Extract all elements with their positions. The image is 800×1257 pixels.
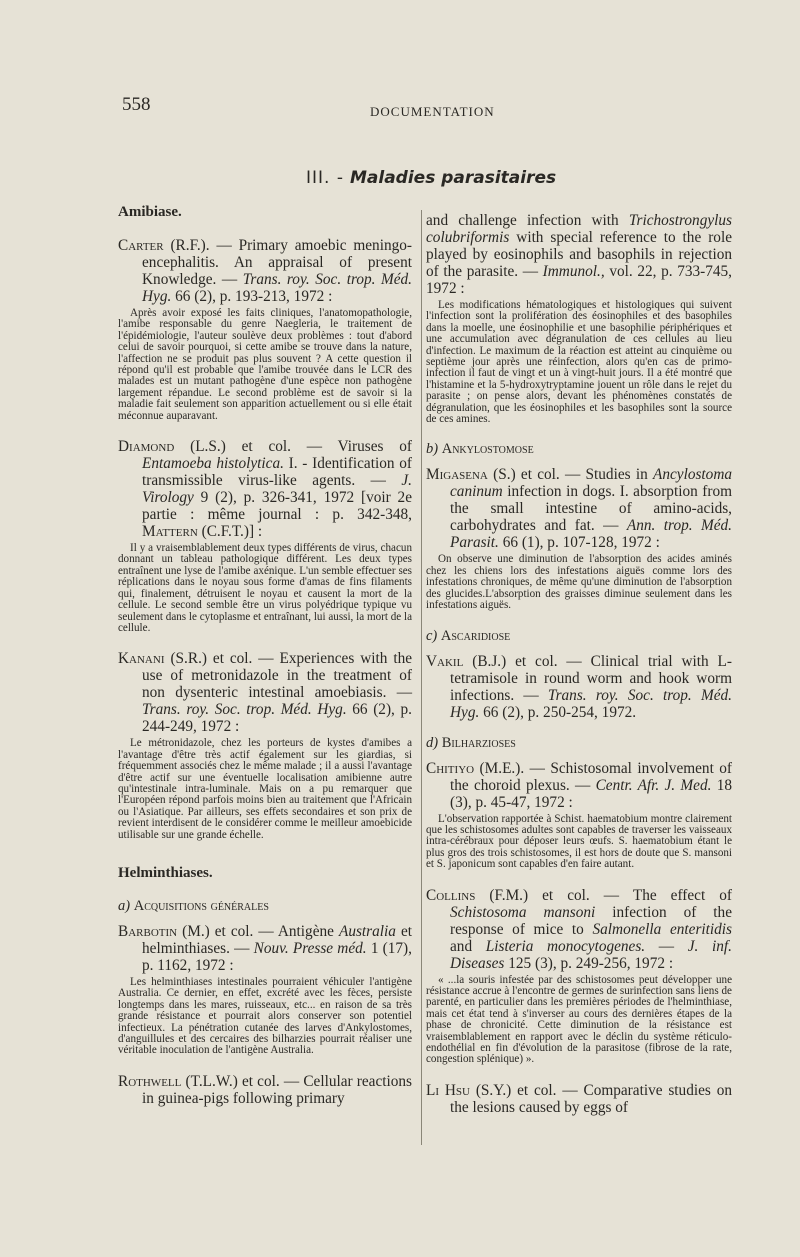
- vakil-reference: Vakil (B.J.) et col. — Clinical trial with L-tetramisole in round worm and hook worm infections. — Trans. roy. Soc. trop. Méd. Hyg. 66 (2), p. 250-254, 1972.: [426, 652, 732, 721]
- chitiyo-reference: Chitiyo (M.E.). — Schistosomal involvement of the choroid plexus. — Centr. Afr. J. Med. 18 (3), p. 45-47, 1972 :: [426, 759, 733, 811]
- carter-author: Carter: [118, 237, 164, 254]
- lihsu-reference: Li Hsu (S.Y.) et col. — Comparative studies on the lesions caused by eggs of: [426, 1081, 732, 1116]
- lihsu-author: Li Hsu: [426, 1081, 470, 1099]
- amibiase-heading: Amibiase.: [118, 204, 182, 220]
- section-title-text: Maladies parasitaires: [349, 168, 557, 188]
- carter-reference: Carter (R.F.). — Primary amoebic meningo-encephalitis. An appraisal of present Knowledge. — Trans. roy. Soc. trop. Méd. Hyg. 66 (2), p. 193-213, 1972 :: [118, 237, 412, 305]
- barbotin-abstract: Les helminthiases intestinales pourraient véhiculer l'antigène Australia. Ce dernier, en effet, excrété avec les fèces, persiste longtemps dans les mares, ruisseaux, etc... en raison de sa très grande résistance et pourrait alors conserver son potentiel infectieux. La pénétration cutanée des larves d'Ankylostomes, d'anguillules et des cercaires des bilharzies pourrait réaliser une véritable inoculation de l'antigène Australia.: [118, 975, 412, 1057]
- rothwell-continuation: and challenge infection with Trichostrongylus colubriformis with special reference to the role played by eosinophils and basophils in rejection of the parasite. — Immunol., vol. 22, p. 733-745, 1972 :: [426, 212, 733, 297]
- bilharzioses-heading: d) Bilharzioses: [426, 734, 516, 751]
- ascaridiose-heading: c) Ascaridiose: [426, 627, 511, 644]
- chitiyo-author: Chitiyo: [426, 759, 475, 777]
- helminthiases-heading: Helminthiases.: [118, 864, 213, 881]
- collins-reference: Collins (F.M.) et col. — The effect of Schistosoma mansoni infection of the response of mice to Salmonella enteritidis and Listeria monocytogenes. — J. inf. Diseases 125 (3), p. 249-256, 1972 :: [426, 886, 733, 972]
- section-number: III. -: [306, 168, 344, 188]
- ankylostomose-heading: b) Ankylostomose: [426, 441, 534, 458]
- rothwell-abstract: Les modifications hématologiques et histologiques qui suivent l'infection sont la prolifération des éosinophiles et des basophiles dans la moelle, une éosinophilie et une basophilie périphériques et une accumulation avec dégranulation de ces cellules au lieu d'infection. Le maximum de la réaction est atteint au cinquième ou septième jour après une réinfection, alors qu'en cas de primo-infection il faut de vingt et un à vingt-huit jours. Il a été montré que l'histamine et la 5-hydroxytryptamine jouent un rôle dans le rejet du parasite ; on pense alors, devant les phénomènes constatés de dégranulation, que les éosinophiles et les basophiles sont la source de ces amines.: [426, 299, 732, 426]
- migasena-abstract: On observe une diminution de l'absorption des acides aminés chez les chiens lors des infestations aiguës comme lors des infestations chroniques, de même qu'une diminution de l'absorption des glucides.L'absorption des graisses diminue seulement dans les infestations aiguës.: [426, 553, 732, 612]
- column-divider: [421, 210, 422, 1145]
- diamond-reference: Diamond (L.S.) et col. — Viruses of Entamoeba histolytica. I. - Identification of transmissible virus-like agents. — J. Virology 9 (2), p. 326-341, 1972 [voir 2e partie : même journal : p. 342-348, Mattern (C.F.T.)] :: [118, 438, 412, 541]
- barbotin-author: Barbotin: [118, 922, 178, 940]
- collins-author: Collins: [426, 886, 476, 904]
- right-column: [426, 212, 732, 1116]
- page-number: 558: [122, 94, 151, 115]
- diamond-author: Diamond: [118, 438, 175, 456]
- migasena-author: Migasena: [426, 466, 488, 484]
- chitiyo-abstract: L'observation rapportée à Schist. haematobium montre clairement que les schistosomes adultes sont capables de traverser les vaisseaux intra-cérébraux pour déposer leurs œufs. S. haematobium étant le plus gros des trois schistosomes, il est hors de doute que S. mansoni et S. japonicum sont capables d'en faire autant.: [426, 812, 732, 871]
- diamond-abstract: Il y a vraisemblablement deux types différents de virus, chacun donnant un tableau pathologique différent. Les deux types entraînent une lyse de l'amibe axénique. L'un semble effectuer ses réplications dans le noyau sous forme d'amas de fins filaments qui, finalement, détruisent le noyau et causent la mort de la cellule. Le second semble être un virus polyédrique typique vu seulement dans le cytoplasme et entraînant, lui aussi, la mort de la cellule.: [118, 542, 412, 634]
- running-head: DOCUMENTATION: [370, 104, 495, 119]
- section-title: [306, 168, 556, 188]
- kanani-abstract: Le métronidazole, chez les porteurs de kystes d'amibes a l'avantage d'être très actif également sur les giardias, si fréquemment associés chez le même malade ; il a aussi l'avantage d'être actif sur une éventuelle localisation amibienne autre qu'intestinale intra-luminale. Mais on a pu remarquer que l'Européen répond parfois moins bien au traitement que l'Africain ou l'Asiatique. Par ailleurs, ses effets secondaires et son prix de revient interdisent de le considérer comme le meilleur amoebicide utilisable sur une grande échelle.: [118, 737, 412, 841]
- rothwell-reference: Rothwell (T.L.W.) et col. — Cellular reactions in guinea-pigs following primary: [118, 1072, 413, 1107]
- left-column: [118, 204, 412, 1107]
- barbotin-reference: Barbotin (M.) et col. — Antigène Australia et helminthiases. — Nouv. Presse méd. 1 (17), p. 1162, 1972 :: [118, 922, 412, 974]
- kanani-author: Kanani: [118, 650, 165, 668]
- rothwell-author: Rothwell: [118, 1072, 182, 1090]
- acquisitions-heading: a) Acquisitions générales: [118, 897, 269, 914]
- collins-abstract: « ...la souris infestée par des schistosomes peut développer une résistance accrue à l'encontre de germes de surinfection sans liens de parenté, en particulier dans les premières périodes de l'helminthiase, mais cet état tend à s'inverser au cours des dernières étapes de la phase de chronicité. Cette diminution de la résistance est vraisemblablement en rapport avec le déclin du système réticulo-endothélial en fin d'évolution de la parasitose (fibrose de la rate, congestion splénique) ».: [426, 973, 732, 1066]
- carter-abstract: Après avoir exposé les faits cliniques, l'anatomopathologie, l'amibe responsable du genre Naegleria, le traitement de l'épidémiologie, l'auteur soulève deux problèmes : tout d'abord celui de savoir pourquoi, si cette amibe se trouve dans la nature, l'affection ne se produit pas plus souvent ? A cette question il répond qu'il est probable que l'amibe trouvée dans le LCR des malades est un mutant pathogène d'une espèce non pathogène largement répandue. Le second problème est de savoir si la maladie fait seulement son apparition actuellement ou si elle était méconnue auparavant.: [118, 307, 412, 422]
- kanani-reference: Kanani (S.R.) et col. — Experiences with the use of metronidazole in the treatment of non dysenteric intestinal amoebiasis. — Trans. roy. Soc. trop. Méd. Hyg. 66 (2), p. 244-249, 1972 :: [118, 650, 413, 736]
- vakil-author: Vakil: [426, 652, 464, 670]
- migasena-reference: Migasena (S.) et col. — Studies in Ancylostoma caninum infection in dogs. I. absorption from the small intestine of amino-acids, carbohydrates and fat. — Ann. trop. Méd. Parasit. 66 (1), p. 107-128, 1972 :: [426, 466, 733, 552]
